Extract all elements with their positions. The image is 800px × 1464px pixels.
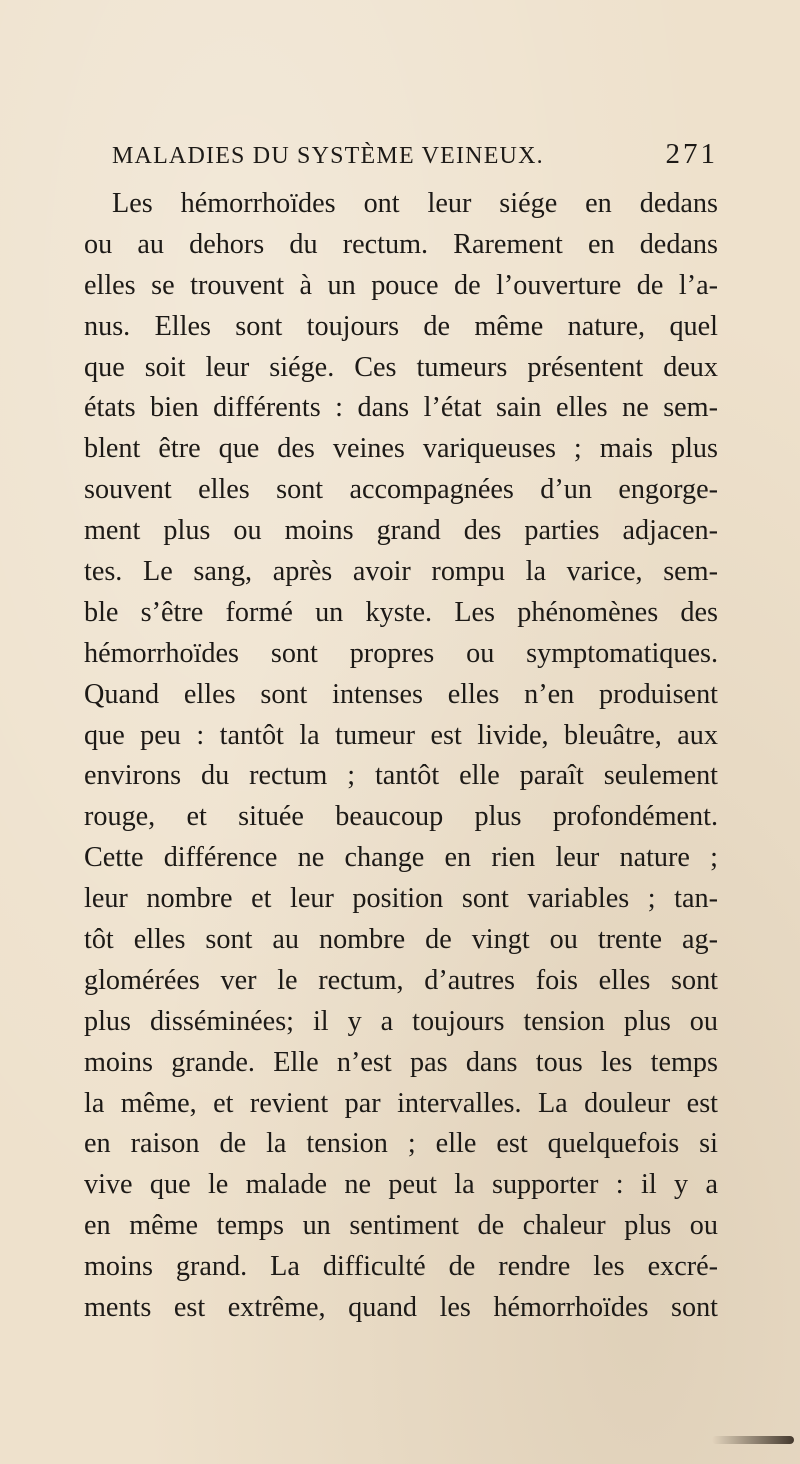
text-line: tes. Le sang, après avoir rompu la varice, sem- — [84, 556, 718, 588]
text-line: que peu : tantôt la tumeur est livide, bleuâtre, aux — [84, 719, 718, 751]
text-line: Les hémorrhoïdes ont leur siége en dedans — [112, 188, 718, 219]
text-line: ment plus ou moins grand des parties adjacen- — [84, 515, 718, 547]
text-line: rouge, et située beaucoup plus profondément. — [84, 801, 718, 833]
text-line: tôt elles sont au nombre de vingt ou trente ag- — [84, 924, 718, 956]
text-line: que soit leur siége. Ces tumeurs présentent deux — [84, 351, 718, 383]
text-line: en raison de la tension ; elle est quelquefois si — [84, 1128, 718, 1160]
text-line: glomérées ver le rectum, d’autres fois elles sont — [84, 964, 718, 996]
text-line: hémorrhoïdes sont propres ou symptomatiques. — [84, 637, 718, 669]
ink-smudge — [712, 1436, 794, 1444]
text-line: souvent elles sont accompagnées d’un engorge- — [84, 474, 718, 506]
text-line: nus. Elles sont toujours de même nature, quel — [84, 310, 718, 342]
text-line: la même, et revient par intervalles. La douleur est — [84, 1087, 718, 1119]
text-line: Cette différence ne change en rien leur nature ; — [84, 842, 718, 874]
text-line: environs du rectum ; tantôt elle paraît seulement — [84, 760, 718, 792]
text-line: moins grand. La difficulté de rendre les excré- — [84, 1251, 718, 1283]
text-line: moins grande. Elle n’est pas dans tous les temps — [84, 1046, 718, 1078]
text-line: en même temps un sentiment de chaleur plus ou — [84, 1210, 718, 1242]
text-line: blent être que des veines variqueuses ; mais plus — [84, 433, 718, 465]
running-title: MALADIES DU SYSTÈME VEINEUX. — [112, 143, 544, 169]
text-line: elles se trouvent à un pouce de l’ouverture de l’a- — [84, 269, 718, 301]
text-line: plus disséminées; il y a toujours tension plus ou — [84, 1005, 718, 1037]
page-number: 271 — [665, 138, 718, 170]
body-text — [84, 184, 718, 1329]
text-line: vive que le malade ne peut la supporter : il y a — [84, 1169, 718, 1201]
text-line: leur nombre et leur position sont variables ; tan- — [84, 883, 718, 915]
text-line: ble s’être formé un kyste. Les phénomènes des — [84, 596, 718, 628]
running-head — [112, 138, 718, 178]
text-line: Quand elles sont intenses elles n’en produisent — [84, 678, 718, 710]
text-line: ments est extrême, quand les hémorrhoïdes sont — [84, 1292, 718, 1324]
text-line: états bien différents : dans l’état sain elles ne sem- — [84, 392, 718, 424]
text-line: ou au dehors du rectum. Rarement en dedans — [84, 228, 718, 260]
